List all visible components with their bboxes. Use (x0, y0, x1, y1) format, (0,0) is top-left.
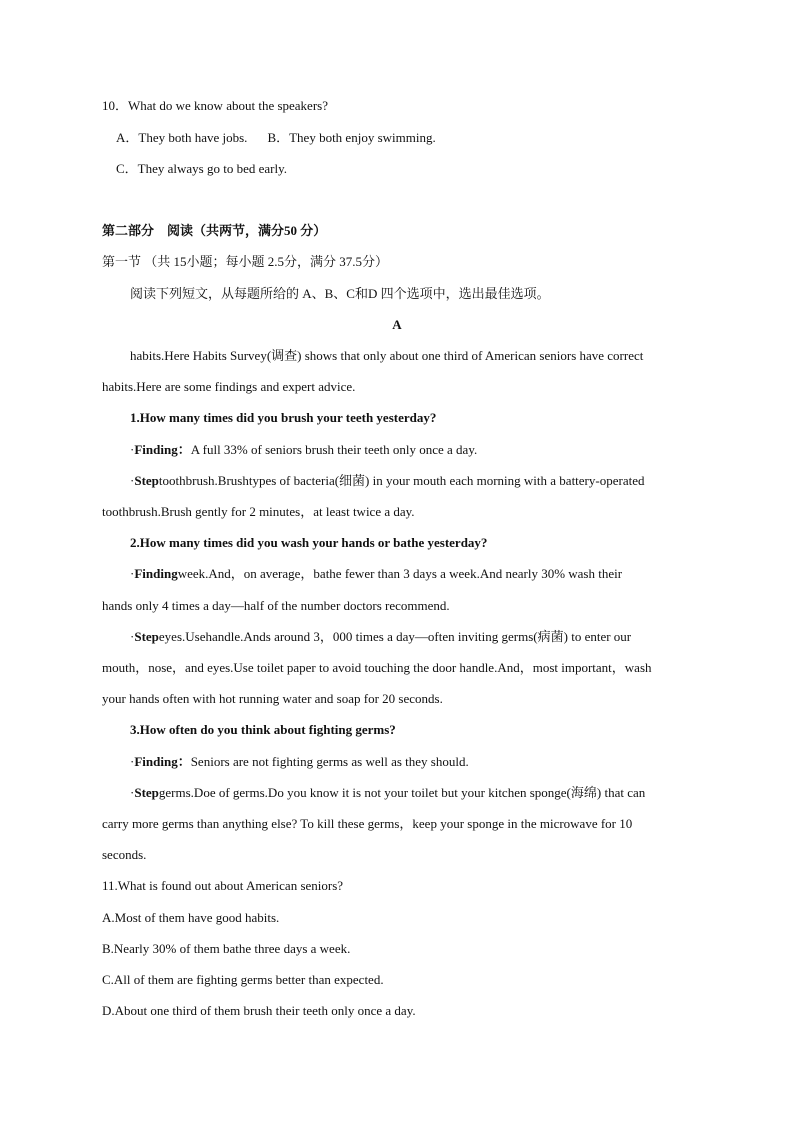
section1-heading: 第一节 （共 15小题；每小题 2.5分，满分 37.5分） (102, 254, 389, 269)
finding-2-line2: hands only 4 times a day—half of the number doctors recommend. (102, 598, 450, 613)
q10-option-b: B．They both enjoy swimming. (267, 130, 436, 145)
q10-option-c: C．They always go to bed early. (116, 161, 287, 176)
finding-2: ·Findingweek.And，on average，bathe fewer than 3 days a week.And nearly 30% wash their (130, 566, 623, 581)
step-1-label: Step (134, 473, 159, 488)
finding-1-label: Finding： (134, 442, 191, 457)
part2-heading: 第二部分 阅读（共两节，满分50 分） (102, 223, 327, 238)
step-3-line2: carry more germs than anything else? To kill these germs，keep your sponge in the microwave for 10 (102, 816, 633, 831)
step-3: ·Stepgerms.Doe of germs.Do you know it is not your toilet but your kitchen sponge(海绵) that can (130, 785, 646, 800)
q11-option-b: B.Nearly 30% of them bathe three days a week. (102, 941, 351, 956)
step-2-text: eyes.Usehandle.Ands around 3，000 times a day—often inviting germs(病菌) to enter our (158, 629, 632, 644)
q10-option-a: A．They both have jobs. (116, 130, 248, 145)
step-1-text: toothbrush.Brushtypes of bacteria(细菌) in your mouth each morning with a battery-operated (158, 473, 645, 488)
finding-3-label: Finding： (134, 754, 191, 769)
passage-intro-line1: habits.Here Habits Survey(调查) shows that only about one third of American seniors have correct (130, 348, 644, 363)
step-1: ·Steptoothbrush.Brushtypes of bacteria(细菌) in your mouth each morning with a battery-operated (130, 473, 645, 488)
step-2-label: Step (134, 629, 159, 644)
finding-3: ·Finding：Seniors are not fighting germs as well as they should. (130, 754, 469, 769)
step-3-line3: seconds. (102, 847, 147, 862)
step-2: ·Stepeyes.Usehandle.Ands around 3，000 times a day—often inviting germs(病菌) to enter our (130, 629, 632, 644)
reading-instruction: 阅读下列短文，从每题所给的 A、B、C和D 四个选项中，选出最佳选项。 (130, 286, 550, 301)
question-heading-3: 3.How often do you think about fighting germs? (130, 722, 396, 737)
step-1-line2: toothbrush.Brush gently for 2 minutes，at least twice a day. (102, 504, 415, 519)
finding-2-label: Finding (134, 566, 178, 581)
question-heading-2: 2.How many times did you wash your hands or bathe yesterday? (130, 535, 488, 550)
step-2-line3: your hands often with hot running water and soap for 20 seconds. (102, 691, 443, 706)
finding-1: ·Finding：A full 33% of seniors brush their teeth only once a day. (130, 442, 478, 457)
q10-options-ab (116, 130, 436, 146)
step-2-line2: mouth，nose，and eyes.Use toilet paper to avoid touching the door handle.And，most important，wash (102, 660, 652, 675)
q11-option-a: A.Most of them have good habits. (102, 910, 280, 925)
finding-3-text: Seniors are not fighting germs as well as they should. (190, 754, 469, 769)
q11-stem: 11.What is found out about American seniors? (102, 878, 344, 893)
q11-option-d: D.About one third of them brush their teeth only once a day. (102, 1003, 416, 1018)
question-heading-1: 1.How many times did you brush your teeth yesterday? (130, 410, 437, 425)
passage-intro-line2: habits.Here are some findings and expert advice. (102, 379, 356, 394)
finding-1-text: A full 33% of seniors brush their teeth only once a day. (190, 442, 478, 457)
step-3-text: germs.Doe of germs.Do you know it is not your toilet but your kitchen sponge(海绵) that can (158, 785, 646, 800)
q10-stem: 10．What do we know about the speakers? (102, 98, 328, 113)
finding-2-text: week.And，on average，bathe fewer than 3 days a week.And nearly 30% wash their (177, 566, 623, 581)
passage-title: A (392, 317, 402, 332)
step-3-label: Step (134, 785, 159, 800)
q11-option-c: C.All of them are fighting germs better than expected. (102, 972, 384, 987)
